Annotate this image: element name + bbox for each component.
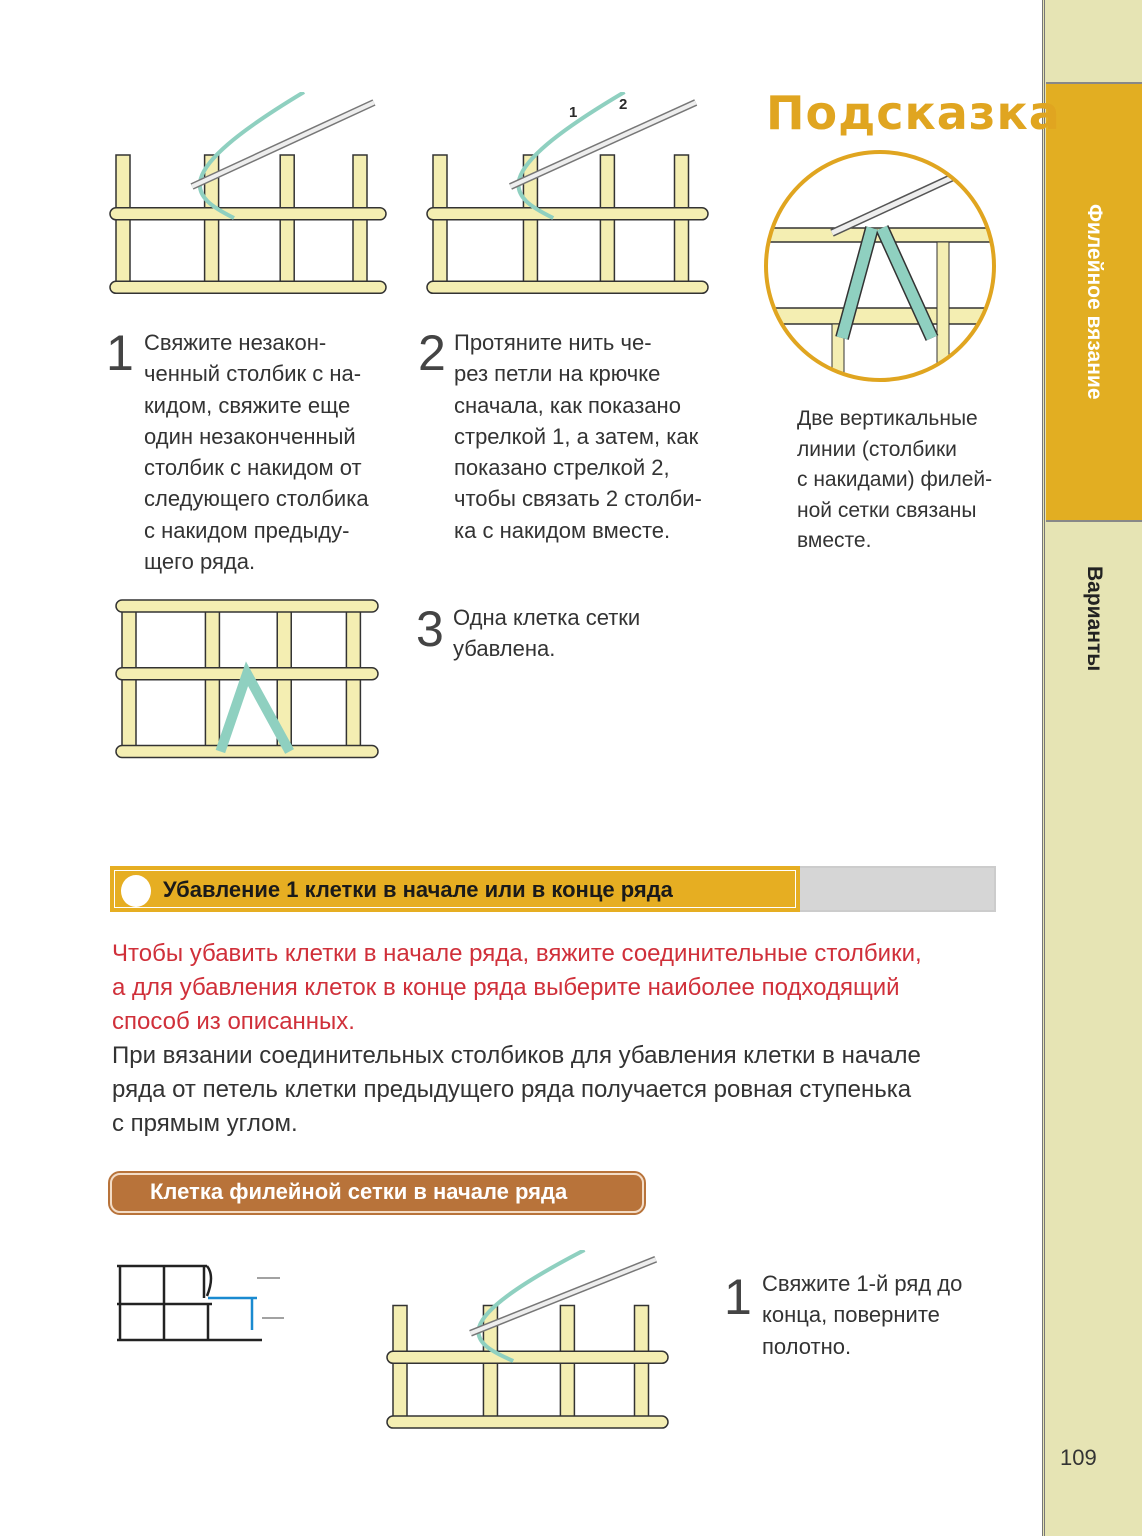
chain-row	[110, 281, 386, 293]
hint-title: Подсказка	[766, 86, 1061, 140]
stitch-post	[277, 606, 291, 674]
chain-row	[387, 1351, 668, 1363]
illustration-step3	[114, 596, 380, 812]
stitch-post	[393, 1306, 407, 1358]
step-3-text: Одна клетка сетки убавлена.	[453, 605, 641, 662]
arrow-label-1: 1	[569, 104, 578, 121]
stitch-post	[635, 1357, 649, 1422]
stitch-post	[280, 155, 294, 214]
stitch-post	[116, 155, 130, 214]
illustration-step1	[108, 92, 388, 302]
stitch-post	[346, 674, 360, 752]
step-1-text: Свяжите незакон- ченный столбик с на- кидом, свяжите еще один незаконченный столбик с накидом от следующего столбика с накидом предыду- щего ряда.	[144, 330, 369, 575]
hint-caption: Две вертикальные линии (столбики с накидами) филей- ной сетки связаны вместе.	[797, 407, 993, 552]
hint-illustration	[762, 148, 1002, 388]
step-number: 3	[416, 601, 444, 657]
stitch-post	[675, 214, 689, 287]
stitch-post	[205, 674, 219, 752]
intro-text: При вязании соединительных столбиков для убавления клетки в начале ряда от петель клетки предыдущего ряда получается ровная ступенька с прямым углом.	[112, 1042, 921, 1137]
stitch-post	[116, 214, 130, 287]
section-header	[110, 866, 996, 912]
stitch-post	[280, 214, 294, 287]
chain-row	[110, 208, 386, 220]
tab-filet-crochet[interactable]	[1046, 82, 1142, 522]
tab-label: Варианты	[1083, 566, 1106, 672]
stitch-post	[600, 214, 614, 287]
illustration-bottom	[385, 1250, 670, 1435]
stitch-post	[122, 674, 136, 752]
chain-row	[427, 281, 708, 293]
page-number: 109	[1060, 1445, 1097, 1470]
bottom-step-text: Свяжите 1-й ряд до конца, поверните полотно.	[762, 1271, 963, 1359]
stitch-post	[393, 1357, 407, 1422]
chain-row	[116, 746, 378, 758]
subsection-header	[110, 1173, 644, 1213]
stitch-post	[205, 606, 219, 674]
tab-variants[interactable]	[1046, 528, 1142, 708]
chain-row	[116, 600, 378, 612]
stitch-post	[353, 155, 367, 214]
stitch-post	[560, 1357, 574, 1422]
stitch-post	[346, 606, 360, 674]
stitch-post	[483, 1357, 497, 1422]
tab-label: Филейное вязание	[1083, 204, 1106, 400]
section-title: Убавление 1 клетки в начале или в конце ряда	[163, 877, 673, 902]
step-number: 2	[418, 325, 446, 381]
stitch-post	[600, 155, 614, 214]
stitch-post	[523, 214, 537, 287]
stitch-post	[433, 214, 447, 287]
stitch-post	[675, 155, 689, 214]
stitch-post	[205, 214, 219, 287]
stitch-post	[560, 1306, 574, 1358]
step-2-text: Протяните нить че- рез петли на крючке сначала, как показано стрелкой 1, а затем, как показано стрелкой 2, чтобы связать 2 столби- ка с накидом вместе.	[454, 330, 702, 543]
chart-diagram	[112, 1258, 292, 1348]
stitch-post	[433, 155, 447, 214]
step-number: 1	[724, 1269, 752, 1325]
chain-row	[427, 208, 708, 220]
chain-row	[387, 1416, 668, 1428]
stitch-post	[635, 1306, 649, 1358]
arrow-label-2: 2	[619, 96, 628, 113]
bullet-icon	[121, 875, 151, 907]
stitch-post	[122, 606, 136, 674]
step-number: 1	[106, 325, 134, 381]
subsection-title: Клетка филейной сетки в начале ряда	[150, 1179, 568, 1204]
stitch-post	[353, 214, 367, 287]
intro-red-text: Чтобы убавить клетки в начале ряда, вяжите соединительные столбики, а для убавления клеток в конце ряда выберите наиболее подходящий способ из описанных.	[112, 940, 922, 1035]
illustration-step2	[425, 92, 710, 302]
